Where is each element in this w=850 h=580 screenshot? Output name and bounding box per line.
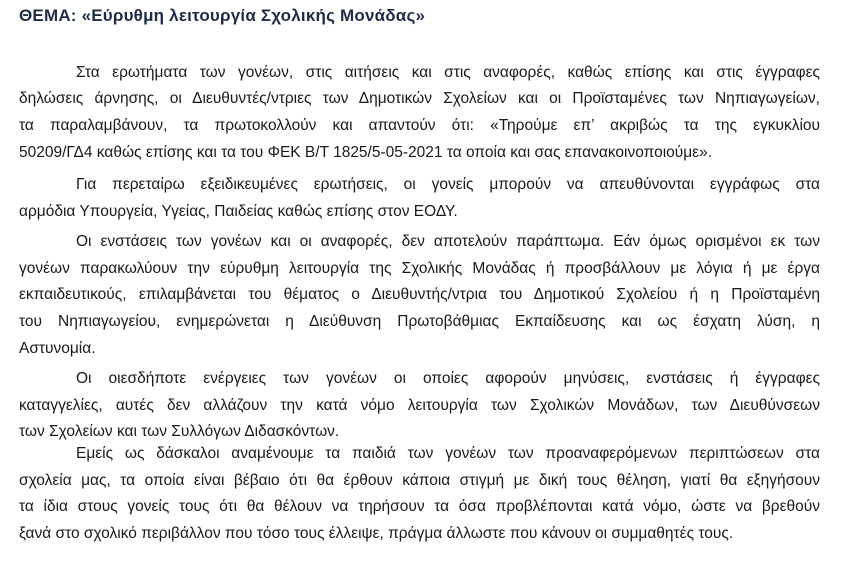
paragraph-3-line-3: εκπαιδευτικούς, επιλαμβάνεται του θέματος ο Διευθυντής/ντρια του Δημοτικού Σχολείου ή η Προϊσταμένη: [19, 286, 820, 303]
paragraph-4-line-2: καταγγελίες, αυτές δεν αλλάζουν την κατά νόμο λειτουργία των Σχολικών Μονάδων, των Διευθύνσεων: [19, 397, 820, 414]
paragraph-5-line-1: Εμείς ως δάσκαλοι αναμένουμε τα παιδιά των γονέων των προαναφερόμενων περιπτώσεων στα: [76, 445, 820, 462]
paragraph-1-line-1: Στα ερωτήματα των γονέων, στις αιτήσεις και στις αναφορές, καθώς επίσης και στις έγγραφες: [76, 64, 820, 81]
paragraph-3-line-2: γονέων παρακωλύουν την εύρυθμη λειτουργία της Σχολικής Μονάδας ή προσβάλλουν με λόγια ή με έργα: [19, 260, 820, 277]
paragraph-3-line-5: Αστυνομία.: [19, 340, 96, 357]
paragraph-1-line-3: τα παραλαμβάνουν, τα πρωτοκολλούν και απαντούν ότι: «Τηρούμε επ’ ακριβώς τα της εγκυκλίου: [19, 117, 820, 134]
paragraph-1-line-4: 50209/ΓΔ4 καθώς επίσης και τα του ΦΕΚ Β/Τ 1825/5-05-2021 τα οποία και σας επανακοινοποιούμε».: [19, 144, 713, 161]
paragraph-3-line-1: Οι ενστάσεις των γονέων και οι αναφορές, δεν αποτελούν παράπτωμα. Εάν όμως ορισμένοι εκ των: [76, 233, 820, 250]
paragraph-4-line-3: των Σχολείων και των Συλλόγων Διδασκόντων.: [19, 423, 340, 440]
document-title: ΘΕΜΑ: «Εύρυθμη λειτουργία Σχολικής Μονάδας»: [19, 6, 426, 25]
paragraph-3-line-4: του Νηπιαγωγείου, ενημερώνεται η Διεύθυνση Πρωτοβάθμιας Εκπαίδευσης και ως έσχατη λύση, η: [19, 313, 820, 330]
paragraph-4-line-1: Οι οιεσδήποτε ενέργειες των γονέων οι οποίες αφορούν μηνύσεις, ενστάσεις ή έγγραφες: [76, 370, 820, 387]
paragraph-5-line-2: σχολεία μας, τα οποία είναι βέβαιο ότι θα έρθουν κάποια στιγμή με δική τους θέληση, γιατί θα εξηγήσουν: [19, 472, 820, 489]
paragraph-5-line-4: ξανά στο σχολικό περιβάλλον που τόσο τους έλλειψε, πράγμα άλλωστε που κάνουν οι συμμαθητές τους.: [19, 525, 734, 542]
paragraph-1-line-2: δηλώσεις άρνησης, οι Διευθυντές/ντριες των Δημοτικών Σχολείων και οι Προϊσταμένες των Νηπιαγωγείων,: [19, 90, 820, 107]
paragraph-5-line-3: τα ίδια στους γονείς τους ότι θα θέλουν να τηρήσουν τα όσα προβλέπονται κατά νόμο, ώστε να βρεθούν: [19, 498, 820, 515]
paragraph-2-line-2: αρμόδια Υπουργεία, Υγείας, Παιδείας καθώς επίσης στον ΕΟΔΥ.: [19, 203, 458, 220]
paragraph-2-line-1: Για περεταίρω εξειδικευμένες ερωτήσεις, οι γονείς μπορούν να απευθύνονται εγγράφως στα: [76, 176, 820, 193]
